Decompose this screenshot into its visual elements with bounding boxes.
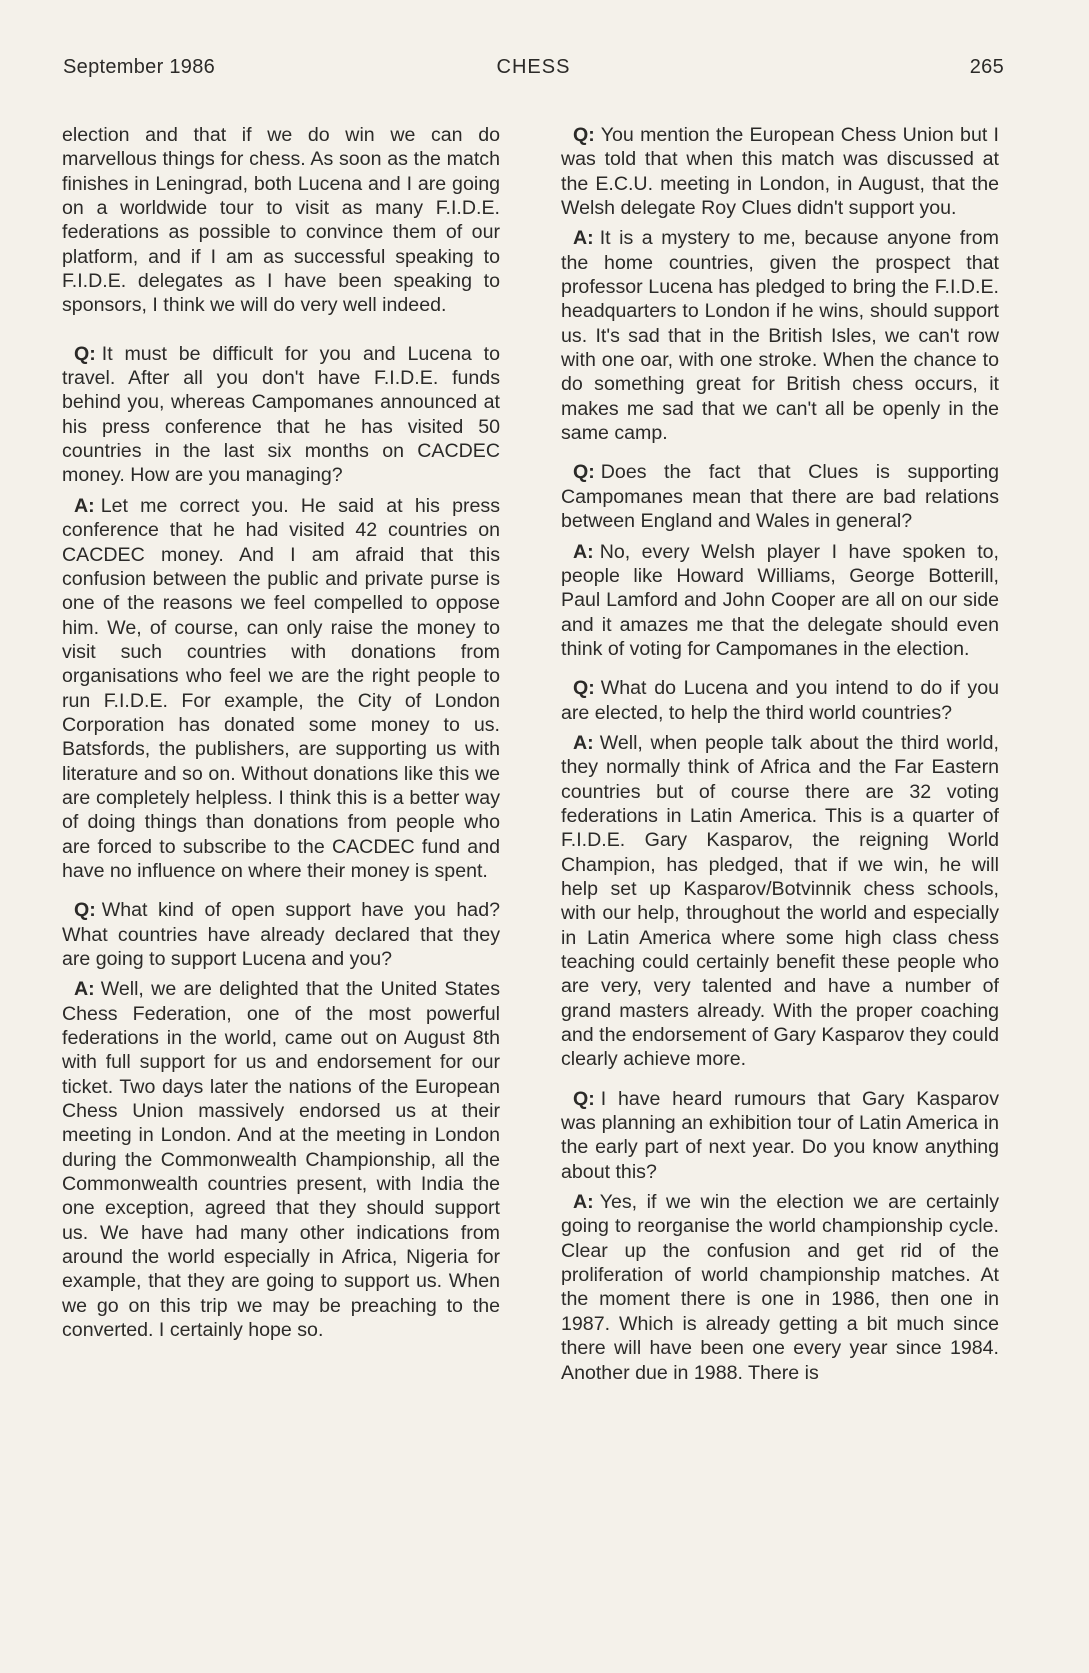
question-paragraph: [561, 1087, 999, 1184]
answer-label: A:: [573, 227, 594, 250]
question-label: Q:: [74, 342, 96, 365]
paragraph-text: I have heard rumours that Gary Kasparov was planning an exhibition tour of Latin America in the early part of next year. Do you know anything about this?: [561, 1087, 999, 1183]
paragraph-text: Well, we are delighted that the United States Chess Federation, one of the most powerful federations in the world, came out on August 8th with full support for us and endorsement for our ticket. Two days later the nations of the European Chess Union massively endorsed us at their meeting in London. And at the meeting in London during the Commonwealth Championship, all the Commonwealth countries present, with India the one exception, agreed that they should support us. We have had many other indications from around the world especially in Africa, Nigeria for example, that they are going to support us. When we go on this trip we may be preaching to the converted. I certainly hope so.: [62, 978, 500, 1342]
answer-label: A:: [74, 494, 95, 517]
issue-date: September 1986: [63, 56, 216, 78]
paragraph-text: Yes, if we win the election we are certainly going to reorganise the world championship cycle. Clear up the confusion and get rid of the proliferation of world championship matches. At the moment there is one in 1986, then one in 1987. Which is already getting a bit much since there will have been one every year since 1984. Another due in 1988. There is: [561, 1191, 999, 1384]
answer-paragraph: [62, 977, 500, 1342]
question-label: Q:: [573, 677, 595, 700]
paragraph-text: What do Lucena and you intend to do if you are elected, to help the third world countries?: [561, 677, 999, 724]
question-paragraph: [561, 123, 999, 220]
question-paragraph: [62, 342, 500, 488]
question-label: Q:: [573, 1087, 595, 1110]
answer-paragraph: [561, 1190, 999, 1385]
answer-label: A:: [573, 540, 594, 563]
continuation-paragraph: [62, 123, 500, 318]
paragraph-text: Well, when people talk about the third world, they normally think of Africa and the Far Eastern countries but of course there are 32 voting federations in Latin America. This is a quarter of F.I.D.E. Gary Kasparov, the reigning World Champion, has pledged, that if we win, he will help set up Kasparov/Botvinnik chess schools, with our help, throughout the world and especially in Latin America where some high class chess teaching could certainly benefit these people who are very, very talented and have a number of grand masters already. With the proper coaching and the endorsement of Gary Kasparov they could clearly achieve more.: [561, 731, 999, 1071]
question-label: Q:: [573, 461, 595, 484]
paragraph-text: Does the fact that Clues is supporting Campomanes mean that there are bad relations between England and Wales in general?: [561, 461, 999, 533]
paragraph-text: No, every Welsh player I have spoken to, people like Howard Williams, George Botterill, Paul Lamford and John Cooper are all on our side and it amazes me that the delegate should even think of voting for Campomanes in the election.: [561, 540, 999, 660]
answer-paragraph: [561, 731, 999, 1072]
page-header: [63, 56, 1004, 86]
question-paragraph: [62, 898, 500, 971]
left-column: [62, 123, 500, 1349]
paragraph-text: It must be difficult for you and Lucena to travel. After all you don't have F.I.D.E. funds behind you, whereas Campomanes announced at his press conference that he has visited 50 countries in the last six months on CACDEC money. How are you managing?: [62, 342, 500, 487]
answer-paragraph: [561, 226, 999, 445]
magazine-title: CHESS: [496, 56, 571, 78]
paragraph-text: You mention the European Chess Union but I was told that when this match was discussed at the E.C.U. meeting in London, in August, that the Welsh delegate Roy Clues didn't support you.: [561, 124, 999, 220]
question-label: Q:: [573, 124, 595, 146]
question-label: Q:: [74, 899, 96, 922]
page-number: 265: [969, 56, 1004, 78]
answer-label: A:: [573, 1191, 594, 1214]
paragraph-text: election and that if we do win we can do marvellous things for chess. As soon as the match finishes in Leningrad, both Lucena and I are going on a worldwide tour to visit as many F.I.D.E. federations as possible to convince them of our platform, and if I am as successful speaking to F.I.D.E. delegates as I have been speaking to sponsors, I think we will do very well indeed.: [62, 124, 500, 317]
answer-label: A:: [74, 978, 95, 1001]
question-paragraph: [561, 460, 999, 533]
paragraph-text: It is a mystery to me, because anyone from the home countries, given the prospect that professor Lucena has pledged to bring the F.I.D.E. headquarters to London if he wins, should support us. It's sad that in the British Isles, we can't row with one oar, with one stroke. When the chance to do something great for British chess occurs, it makes me sad that we can't all be openly in the same camp.: [561, 227, 999, 445]
paragraph-text: What kind of open support have you had? What countries have already declared that they are going to support Lucena and you?: [62, 899, 500, 970]
right-column: [561, 123, 999, 1391]
paragraph-text: Let me correct you. He said at his press conference that he had visited 42 countries on CACDEC money. And I am afraid that this confusion between the public and private purse is one of the reasons we feel compelled to oppose him. We, of course, can only raise the money to visit such countries with donations from organisations who feel we are the right people to run F.I.D.E. For example, the City of London Corporation has donated some money to us. Batsfords, the publishers, are supporting us with literature and so on. Without donations like this we are completely helpless. I think this is a better way of doing things than donations from people who are forced to subscribe to the CACDEC fund and have no influence on where their money is spent.: [62, 494, 500, 882]
question-paragraph: [561, 676, 999, 725]
answer-label: A:: [573, 731, 594, 754]
answer-paragraph: [561, 540, 999, 662]
answer-paragraph: [62, 494, 500, 884]
